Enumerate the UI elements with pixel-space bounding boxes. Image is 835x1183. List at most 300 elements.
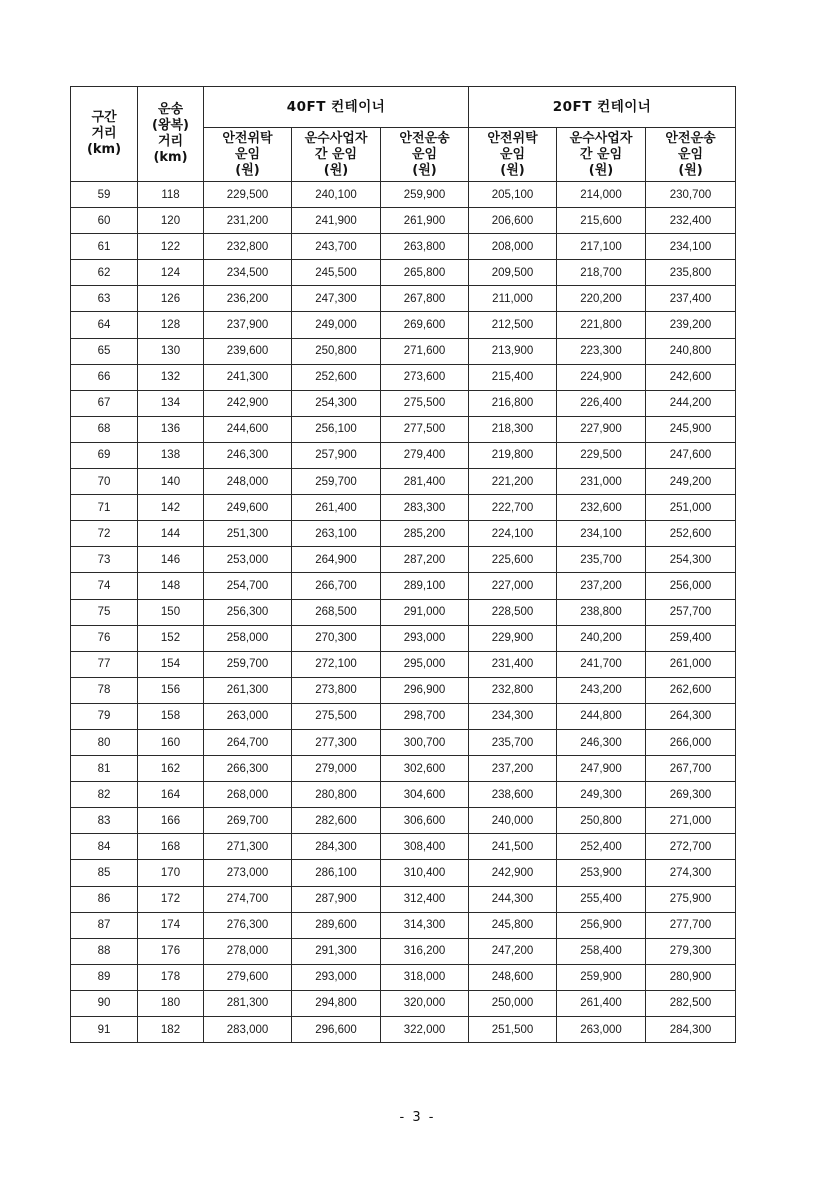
cell-transport-km: 132	[138, 364, 204, 390]
cell-20ft-safety-transport: 259,400	[646, 625, 736, 651]
cell-40ft-carrier: 272,100	[292, 651, 381, 677]
cell-20ft-carrier: 226,400	[557, 390, 646, 416]
cell-20ft-safety-transport: 262,600	[646, 677, 736, 703]
cell-40ft-safety-transport: 287,200	[381, 547, 469, 573]
table-row	[71, 260, 736, 286]
cell-40ft-safety-consign: 268,000	[204, 782, 292, 808]
cell-20ft-safety-transport: 252,600	[646, 521, 736, 547]
cell-transport-km: 154	[138, 651, 204, 677]
cell-20ft-carrier: 227,900	[557, 416, 646, 442]
cell-20ft-safety-transport: 284,300	[646, 1017, 736, 1043]
header-group-20ft: 20FT 컨테이너	[469, 87, 736, 128]
cell-20ft-safety-consign: 209,500	[469, 260, 557, 286]
cell-transport-km: 166	[138, 808, 204, 834]
cell-20ft-carrier: 247,900	[557, 756, 646, 782]
cell-transport-km: 118	[138, 182, 204, 208]
table-row	[71, 469, 736, 495]
cell-20ft-carrier: 221,800	[557, 312, 646, 338]
cell-section-km: 61	[71, 234, 138, 260]
cell-section-km: 64	[71, 312, 138, 338]
cell-40ft-carrier: 264,900	[292, 547, 381, 573]
table-row	[71, 416, 736, 442]
cell-40ft-safety-transport: 312,400	[381, 886, 469, 912]
table-row	[71, 599, 736, 625]
cell-40ft-safety-transport: 273,600	[381, 364, 469, 390]
cell-20ft-safety-transport: 240,800	[646, 338, 736, 364]
cell-transport-km: 140	[138, 469, 204, 495]
cell-transport-km: 156	[138, 677, 204, 703]
cell-transport-km: 126	[138, 286, 204, 312]
cell-20ft-carrier: 237,200	[557, 573, 646, 599]
cell-40ft-carrier: 286,100	[292, 860, 381, 886]
cell-40ft-carrier: 280,800	[292, 782, 381, 808]
cell-40ft-carrier: 284,300	[292, 834, 381, 860]
cell-40ft-carrier: 247,300	[292, 286, 381, 312]
cell-40ft-safety-consign: 271,300	[204, 834, 292, 860]
cell-40ft-safety-consign: 279,600	[204, 964, 292, 990]
cell-40ft-safety-transport: 269,600	[381, 312, 469, 338]
cell-section-km: 75	[71, 599, 138, 625]
cell-transport-km: 180	[138, 990, 204, 1016]
cell-20ft-safety-consign: 208,000	[469, 234, 557, 260]
cell-40ft-safety-consign: 237,900	[204, 312, 292, 338]
table-row	[71, 703, 736, 729]
cell-20ft-carrier: 220,200	[557, 286, 646, 312]
container-freight-rate-table	[70, 86, 736, 1043]
cell-transport-km: 122	[138, 234, 204, 260]
cell-transport-km: 160	[138, 729, 204, 755]
cell-20ft-carrier: 240,200	[557, 625, 646, 651]
cell-20ft-carrier: 224,900	[557, 364, 646, 390]
cell-20ft-carrier: 234,100	[557, 521, 646, 547]
cell-40ft-carrier: 263,100	[292, 521, 381, 547]
cell-40ft-safety-consign: 229,500	[204, 182, 292, 208]
cell-40ft-carrier: 240,100	[292, 182, 381, 208]
cell-40ft-safety-consign: 232,800	[204, 234, 292, 260]
cell-20ft-carrier: 255,400	[557, 886, 646, 912]
cell-40ft-safety-consign: 236,200	[204, 286, 292, 312]
cell-20ft-safety-consign: 211,000	[469, 286, 557, 312]
cell-20ft-safety-transport: 261,000	[646, 651, 736, 677]
cell-40ft-safety-consign: 256,300	[204, 599, 292, 625]
cell-20ft-safety-consign: 232,800	[469, 677, 557, 703]
cell-20ft-carrier: 214,000	[557, 182, 646, 208]
cell-section-km: 85	[71, 860, 138, 886]
cell-section-km: 83	[71, 808, 138, 834]
cell-40ft-safety-transport: 267,800	[381, 286, 469, 312]
cell-40ft-safety-transport: 275,500	[381, 390, 469, 416]
cell-20ft-carrier: 250,800	[557, 808, 646, 834]
cell-section-km: 74	[71, 573, 138, 599]
cell-20ft-safety-transport: 249,200	[646, 469, 736, 495]
cell-40ft-safety-transport: 265,800	[381, 260, 469, 286]
cell-20ft-safety-consign: 219,800	[469, 442, 557, 468]
cell-transport-km: 134	[138, 390, 204, 416]
cell-section-km: 84	[71, 834, 138, 860]
cell-transport-km: 174	[138, 912, 204, 938]
table-row	[71, 390, 736, 416]
cell-20ft-safety-consign: 242,900	[469, 860, 557, 886]
cell-20ft-carrier: 249,300	[557, 782, 646, 808]
cell-20ft-safety-consign: 240,000	[469, 808, 557, 834]
cell-transport-km: 124	[138, 260, 204, 286]
cell-20ft-safety-consign: 245,800	[469, 912, 557, 938]
header-40ft-carrier: 운수사업자 간 운임 (원)	[292, 128, 381, 182]
cell-40ft-carrier: 250,800	[292, 338, 381, 364]
cell-transport-km: 146	[138, 547, 204, 573]
cell-20ft-safety-transport: 247,600	[646, 442, 736, 468]
table-row	[71, 729, 736, 755]
cell-40ft-carrier: 256,100	[292, 416, 381, 442]
cell-20ft-safety-consign: 213,900	[469, 338, 557, 364]
cell-40ft-safety-consign: 283,000	[204, 1017, 292, 1043]
cell-40ft-safety-transport: 291,000	[381, 599, 469, 625]
cell-40ft-safety-transport: 302,600	[381, 756, 469, 782]
cell-section-km: 71	[71, 495, 138, 521]
cell-20ft-safety-consign: 237,200	[469, 756, 557, 782]
cell-40ft-safety-transport: 304,600	[381, 782, 469, 808]
cell-20ft-safety-transport: 254,300	[646, 547, 736, 573]
cell-20ft-safety-transport: 271,000	[646, 808, 736, 834]
table-row	[71, 364, 736, 390]
cell-transport-km: 162	[138, 756, 204, 782]
table-row	[71, 182, 736, 208]
cell-20ft-carrier: 217,100	[557, 234, 646, 260]
cell-20ft-safety-transport: 266,000	[646, 729, 736, 755]
cell-20ft-carrier: 218,700	[557, 260, 646, 286]
cell-40ft-safety-transport: 308,400	[381, 834, 469, 860]
cell-transport-km: 138	[138, 442, 204, 468]
cell-20ft-carrier: 252,400	[557, 834, 646, 860]
cell-40ft-safety-consign: 273,000	[204, 860, 292, 886]
cell-20ft-carrier: 243,200	[557, 677, 646, 703]
cell-20ft-carrier: 232,600	[557, 495, 646, 521]
cell-40ft-safety-transport: 298,700	[381, 703, 469, 729]
cell-40ft-safety-transport: 296,900	[381, 677, 469, 703]
cell-40ft-safety-consign: 242,900	[204, 390, 292, 416]
cell-20ft-carrier: 258,400	[557, 938, 646, 964]
cell-20ft-safety-transport: 277,700	[646, 912, 736, 938]
cell-transport-km: 158	[138, 703, 204, 729]
table-row	[71, 964, 736, 990]
cell-section-km: 82	[71, 782, 138, 808]
cell-20ft-safety-consign: 231,400	[469, 651, 557, 677]
table-row	[71, 442, 736, 468]
cell-20ft-safety-transport: 272,700	[646, 834, 736, 860]
cell-40ft-safety-transport: 295,000	[381, 651, 469, 677]
cell-40ft-safety-transport: 283,300	[381, 495, 469, 521]
cell-20ft-safety-transport: 275,900	[646, 886, 736, 912]
cell-section-km: 89	[71, 964, 138, 990]
header-transport-distance: 운송 (왕복) 거리 (km)	[138, 87, 204, 182]
cell-20ft-safety-consign: 225,600	[469, 547, 557, 573]
cell-20ft-carrier: 246,300	[557, 729, 646, 755]
cell-20ft-safety-transport: 245,900	[646, 416, 736, 442]
cell-40ft-carrier: 282,600	[292, 808, 381, 834]
header-20ft-safety-transport: 안전운송 운임 (원)	[646, 128, 736, 182]
header-section-distance: 구간 거리 (km)	[71, 87, 138, 182]
cell-40ft-safety-transport: 320,000	[381, 990, 469, 1016]
cell-20ft-safety-transport: 234,100	[646, 234, 736, 260]
table-row	[71, 990, 736, 1016]
cell-20ft-carrier: 235,700	[557, 547, 646, 573]
cell-40ft-safety-transport: 293,000	[381, 625, 469, 651]
cell-transport-km: 142	[138, 495, 204, 521]
table-row	[71, 547, 736, 573]
cell-20ft-carrier: 229,500	[557, 442, 646, 468]
cell-20ft-safety-transport: 269,300	[646, 782, 736, 808]
cell-20ft-carrier: 256,900	[557, 912, 646, 938]
cell-40ft-carrier: 275,500	[292, 703, 381, 729]
cell-section-km: 73	[71, 547, 138, 573]
cell-40ft-safety-transport: 314,300	[381, 912, 469, 938]
cell-40ft-carrier: 243,700	[292, 234, 381, 260]
cell-20ft-safety-consign: 227,000	[469, 573, 557, 599]
cell-40ft-carrier: 294,800	[292, 990, 381, 1016]
cell-20ft-safety-transport: 244,200	[646, 390, 736, 416]
cell-40ft-carrier: 293,000	[292, 964, 381, 990]
cell-section-km: 69	[71, 442, 138, 468]
cell-section-km: 68	[71, 416, 138, 442]
cell-section-km: 86	[71, 886, 138, 912]
cell-20ft-safety-transport: 239,200	[646, 312, 736, 338]
cell-40ft-safety-consign: 281,300	[204, 990, 292, 1016]
cell-transport-km: 176	[138, 938, 204, 964]
table-row	[71, 912, 736, 938]
cell-section-km: 65	[71, 338, 138, 364]
cell-40ft-carrier: 268,500	[292, 599, 381, 625]
cell-20ft-safety-consign: 234,300	[469, 703, 557, 729]
cell-40ft-safety-transport: 322,000	[381, 1017, 469, 1043]
cell-transport-km: 170	[138, 860, 204, 886]
cell-section-km: 80	[71, 729, 138, 755]
cell-20ft-carrier: 231,000	[557, 469, 646, 495]
cell-40ft-carrier: 270,300	[292, 625, 381, 651]
cell-20ft-carrier: 244,800	[557, 703, 646, 729]
cell-40ft-safety-transport: 310,400	[381, 860, 469, 886]
table-row	[71, 312, 736, 338]
table-row	[71, 938, 736, 964]
cell-20ft-carrier: 238,800	[557, 599, 646, 625]
cell-20ft-safety-transport: 264,300	[646, 703, 736, 729]
cell-20ft-safety-consign: 205,100	[469, 182, 557, 208]
cell-section-km: 79	[71, 703, 138, 729]
cell-40ft-carrier: 296,600	[292, 1017, 381, 1043]
page-number: - 3 -	[399, 1110, 436, 1125]
cell-20ft-safety-consign: 228,500	[469, 599, 557, 625]
cell-20ft-safety-transport: 282,500	[646, 990, 736, 1016]
cell-20ft-carrier: 241,700	[557, 651, 646, 677]
cell-40ft-carrier: 273,800	[292, 677, 381, 703]
cell-20ft-safety-transport: 257,700	[646, 599, 736, 625]
cell-section-km: 66	[71, 364, 138, 390]
cell-transport-km: 136	[138, 416, 204, 442]
cell-40ft-safety-consign: 241,300	[204, 364, 292, 390]
cell-section-km: 87	[71, 912, 138, 938]
table-row	[71, 495, 736, 521]
cell-40ft-carrier: 279,000	[292, 756, 381, 782]
cell-20ft-safety-consign: 247,200	[469, 938, 557, 964]
cell-40ft-safety-transport: 279,400	[381, 442, 469, 468]
cell-20ft-carrier: 223,300	[557, 338, 646, 364]
cell-40ft-carrier: 241,900	[292, 208, 381, 234]
cell-40ft-safety-consign: 231,200	[204, 208, 292, 234]
cell-20ft-carrier: 259,900	[557, 964, 646, 990]
table-row	[71, 521, 736, 547]
cell-40ft-safety-transport: 318,000	[381, 964, 469, 990]
cell-20ft-safety-consign: 216,800	[469, 390, 557, 416]
cell-40ft-safety-consign: 263,000	[204, 703, 292, 729]
cell-transport-km: 148	[138, 573, 204, 599]
cell-section-km: 59	[71, 182, 138, 208]
cell-20ft-safety-consign: 238,600	[469, 782, 557, 808]
cell-20ft-safety-consign: 212,500	[469, 312, 557, 338]
cell-transport-km: 152	[138, 625, 204, 651]
cell-20ft-carrier: 261,400	[557, 990, 646, 1016]
cell-20ft-safety-consign: 248,600	[469, 964, 557, 990]
cell-40ft-safety-consign: 269,700	[204, 808, 292, 834]
cell-20ft-safety-consign: 235,700	[469, 729, 557, 755]
cell-40ft-safety-consign: 254,700	[204, 573, 292, 599]
table-row	[71, 834, 736, 860]
cell-40ft-safety-transport: 316,200	[381, 938, 469, 964]
cell-20ft-safety-transport: 242,600	[646, 364, 736, 390]
cell-40ft-safety-transport: 277,500	[381, 416, 469, 442]
table-row	[71, 573, 736, 599]
cell-20ft-safety-consign: 215,400	[469, 364, 557, 390]
cell-40ft-safety-transport: 289,100	[381, 573, 469, 599]
cell-40ft-carrier: 287,900	[292, 886, 381, 912]
cell-20ft-safety-consign: 221,200	[469, 469, 557, 495]
cell-40ft-safety-consign: 251,300	[204, 521, 292, 547]
cell-20ft-safety-transport: 230,700	[646, 182, 736, 208]
cell-40ft-safety-consign: 253,000	[204, 547, 292, 573]
cell-section-km: 78	[71, 677, 138, 703]
cell-40ft-safety-consign: 278,000	[204, 938, 292, 964]
cell-40ft-safety-consign: 264,700	[204, 729, 292, 755]
cell-40ft-safety-transport: 306,600	[381, 808, 469, 834]
cell-40ft-carrier: 245,500	[292, 260, 381, 286]
cell-40ft-safety-transport: 281,400	[381, 469, 469, 495]
cell-section-km: 81	[71, 756, 138, 782]
table-row	[71, 886, 736, 912]
cell-40ft-safety-transport: 285,200	[381, 521, 469, 547]
cell-20ft-carrier: 253,900	[557, 860, 646, 886]
cell-transport-km: 164	[138, 782, 204, 808]
cell-section-km: 88	[71, 938, 138, 964]
cell-40ft-carrier: 291,300	[292, 938, 381, 964]
cell-40ft-safety-consign: 261,300	[204, 677, 292, 703]
header-group-40ft: 40FT 컨테이너	[204, 87, 469, 128]
header-20ft-carrier: 운수사업자 간 운임 (원)	[557, 128, 646, 182]
cell-20ft-safety-transport: 232,400	[646, 208, 736, 234]
cell-section-km: 62	[71, 260, 138, 286]
cell-20ft-safety-transport: 235,800	[646, 260, 736, 286]
cell-transport-km: 178	[138, 964, 204, 990]
cell-40ft-carrier: 259,700	[292, 469, 381, 495]
cell-40ft-carrier: 257,900	[292, 442, 381, 468]
cell-40ft-safety-transport: 259,900	[381, 182, 469, 208]
cell-transport-km: 172	[138, 886, 204, 912]
cell-section-km: 72	[71, 521, 138, 547]
table-body	[71, 182, 736, 1043]
cell-20ft-safety-transport: 237,400	[646, 286, 736, 312]
cell-40ft-safety-consign: 248,000	[204, 469, 292, 495]
cell-20ft-safety-transport: 251,000	[646, 495, 736, 521]
cell-40ft-carrier: 266,700	[292, 573, 381, 599]
cell-40ft-safety-consign: 249,600	[204, 495, 292, 521]
cell-40ft-safety-consign: 259,700	[204, 651, 292, 677]
table-row	[71, 677, 736, 703]
cell-40ft-safety-consign: 239,600	[204, 338, 292, 364]
cell-40ft-safety-transport: 261,900	[381, 208, 469, 234]
cell-20ft-safety-consign: 222,700	[469, 495, 557, 521]
cell-transport-km: 182	[138, 1017, 204, 1043]
cell-transport-km: 150	[138, 599, 204, 625]
cell-section-km: 90	[71, 990, 138, 1016]
cell-section-km: 60	[71, 208, 138, 234]
cell-20ft-safety-transport: 256,000	[646, 573, 736, 599]
header-20ft-safety-consign: 안전위탁 운임 (원)	[469, 128, 557, 182]
cell-section-km: 63	[71, 286, 138, 312]
table-row	[71, 1017, 736, 1043]
cell-40ft-safety-consign: 244,600	[204, 416, 292, 442]
cell-20ft-carrier: 215,600	[557, 208, 646, 234]
cell-section-km: 91	[71, 1017, 138, 1043]
cell-transport-km: 120	[138, 208, 204, 234]
cell-20ft-safety-consign: 229,900	[469, 625, 557, 651]
cell-40ft-safety-consign: 276,300	[204, 912, 292, 938]
cell-section-km: 76	[71, 625, 138, 651]
cell-20ft-safety-transport: 274,300	[646, 860, 736, 886]
cell-20ft-safety-consign: 241,500	[469, 834, 557, 860]
table-row	[71, 860, 736, 886]
table-row	[71, 808, 736, 834]
cell-20ft-safety-transport: 279,300	[646, 938, 736, 964]
cell-section-km: 77	[71, 651, 138, 677]
cell-40ft-safety-transport: 271,600	[381, 338, 469, 364]
cell-40ft-safety-consign: 266,300	[204, 756, 292, 782]
cell-20ft-safety-consign: 244,300	[469, 886, 557, 912]
cell-40ft-safety-consign: 234,500	[204, 260, 292, 286]
table-row	[71, 651, 736, 677]
cell-40ft-carrier: 277,300	[292, 729, 381, 755]
table-row	[71, 756, 736, 782]
cell-40ft-safety-consign: 258,000	[204, 625, 292, 651]
table-row	[71, 338, 736, 364]
cell-20ft-safety-consign: 218,300	[469, 416, 557, 442]
cell-transport-km: 168	[138, 834, 204, 860]
cell-transport-km: 130	[138, 338, 204, 364]
cell-40ft-carrier: 261,400	[292, 495, 381, 521]
table-row	[71, 625, 736, 651]
table-row	[71, 286, 736, 312]
header-40ft-safety-transport: 안전운송 운임 (원)	[381, 128, 469, 182]
cell-section-km: 70	[71, 469, 138, 495]
cell-20ft-safety-consign: 224,100	[469, 521, 557, 547]
cell-20ft-safety-transport: 267,700	[646, 756, 736, 782]
cell-40ft-carrier: 249,000	[292, 312, 381, 338]
cell-40ft-carrier: 252,600	[292, 364, 381, 390]
cell-40ft-safety-transport: 300,700	[381, 729, 469, 755]
cell-20ft-safety-consign: 251,500	[469, 1017, 557, 1043]
cell-section-km: 67	[71, 390, 138, 416]
table-row	[71, 234, 736, 260]
cell-transport-km: 144	[138, 521, 204, 547]
cell-40ft-safety-transport: 263,800	[381, 234, 469, 260]
cell-transport-km: 128	[138, 312, 204, 338]
cell-20ft-safety-transport: 280,900	[646, 964, 736, 990]
